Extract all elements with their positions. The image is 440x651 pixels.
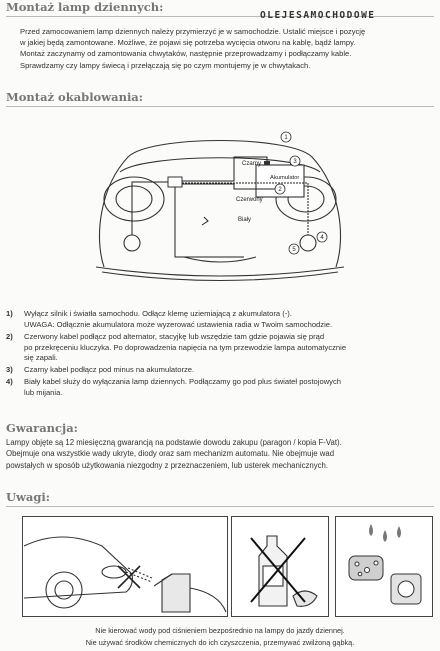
brand-logo-text: OLEJESAMOCHODOWE (260, 10, 376, 21)
section-title-notes: Uwagi: (6, 490, 51, 504)
section-title-wiring: Montaż okablowania: (6, 90, 144, 104)
wiring-diagram (84, 117, 356, 287)
step-item: 4) Biały kabel służy do wyłączania lamp dziennych. Podłączamy go pod plus świateł postojowych lub mijania. (6, 377, 341, 398)
footer-note: Nie używać środków chemicznych do ich czyszczenia, przemywać zwilżoną gąbką. (85, 638, 355, 647)
right-drl-lamp (300, 235, 316, 251)
mounting-line: Sprawdzamy czy lampy świecą i przełączają się po czym montujemy je w chwytakach. (20, 60, 311, 70)
car-body-outline (99, 141, 340, 268)
label-black: Czarny (242, 161, 262, 167)
step-item: 3) Czarny kabel podłącz pod minus na akumulatorze. (6, 365, 195, 375)
washer-body (162, 574, 190, 612)
svg-text:5: 5 (292, 247, 296, 254)
label-white: Biały (238, 217, 252, 223)
mounting-paragraph (20, 26, 365, 71)
no-pressure-washer-illustration (22, 516, 228, 617)
wiring-steps (6, 309, 434, 400)
divider (6, 506, 434, 507)
svg-text:1: 1 (284, 135, 288, 142)
no-chemicals-illustration (231, 516, 329, 617)
sponge-cleaning-illustration (335, 516, 433, 617)
left-drl-lamp (124, 235, 140, 251)
controller-box (168, 177, 182, 187)
svg-text:2: 2 (278, 187, 282, 194)
section-title-mounting: Montaż lamp dziennych: (6, 0, 164, 14)
footer-note: Nie kierować wody pod ciśnieniem bezpośrednio na lampy do jazdy dziennej. (95, 626, 345, 635)
mounting-line: Montaż zaczynamy od zamontowania chwytaków, następnie przeprowadzamy i podłączamy kable. (20, 49, 352, 59)
warranty-paragraph: Lampy objęte są 12 miesięczną gwarancją na podstawie dowodu zakupu (paragon / kopia F-Vat). Obejmuje ona wszystkie wady ukryte, diody oraz sam mechanizm automatu. Nie obejmuje wad powstałych w sposób użytkowania niezgodny z przeznaczeniem, lub usterek mechanicznych. (6, 438, 342, 470)
step-item: 1) Wyłącz silnik i światła samochodu. Odłącz klemę uziemiającą z akumulatora (-). UWAGA: Odłącznie akumulatora może wyzerować ustawienia radia w Twoim samochodzie. (6, 309, 333, 329)
step-item: 2) Czerwony kabel podłącz pod alternator, stacyjkę lub wszędzie tam gdzie pojawia się prąd po przekręceniu kluczyka. Po doprowadzenia napięcia na tym przewodzie lampa automatycznie się zapali. (6, 331, 347, 363)
label-battery: Akumulator (270, 175, 300, 181)
left-lamp-wire (132, 182, 168, 235)
section-title-warranty: Gwarancja: (6, 421, 78, 435)
divider (6, 106, 434, 107)
left-headlight (104, 177, 164, 221)
svg-text:4: 4 (320, 235, 324, 242)
svg-text:3: 3 (293, 159, 297, 166)
mounting-line: w jakiej będą zamontowane. Możliwe, że pojawi się potrzeba wycięcia otworu na kablę, bądź lampy. (20, 38, 356, 48)
mounting-line: Przed zamocowaniem lamp dziennych należy przymierzyć je w samochodzie. Ustalić miejsce i pozycję (20, 27, 366, 36)
bumper-line (96, 267, 344, 276)
label-red: Czerwony (236, 197, 263, 203)
white-wire (175, 187, 244, 257)
